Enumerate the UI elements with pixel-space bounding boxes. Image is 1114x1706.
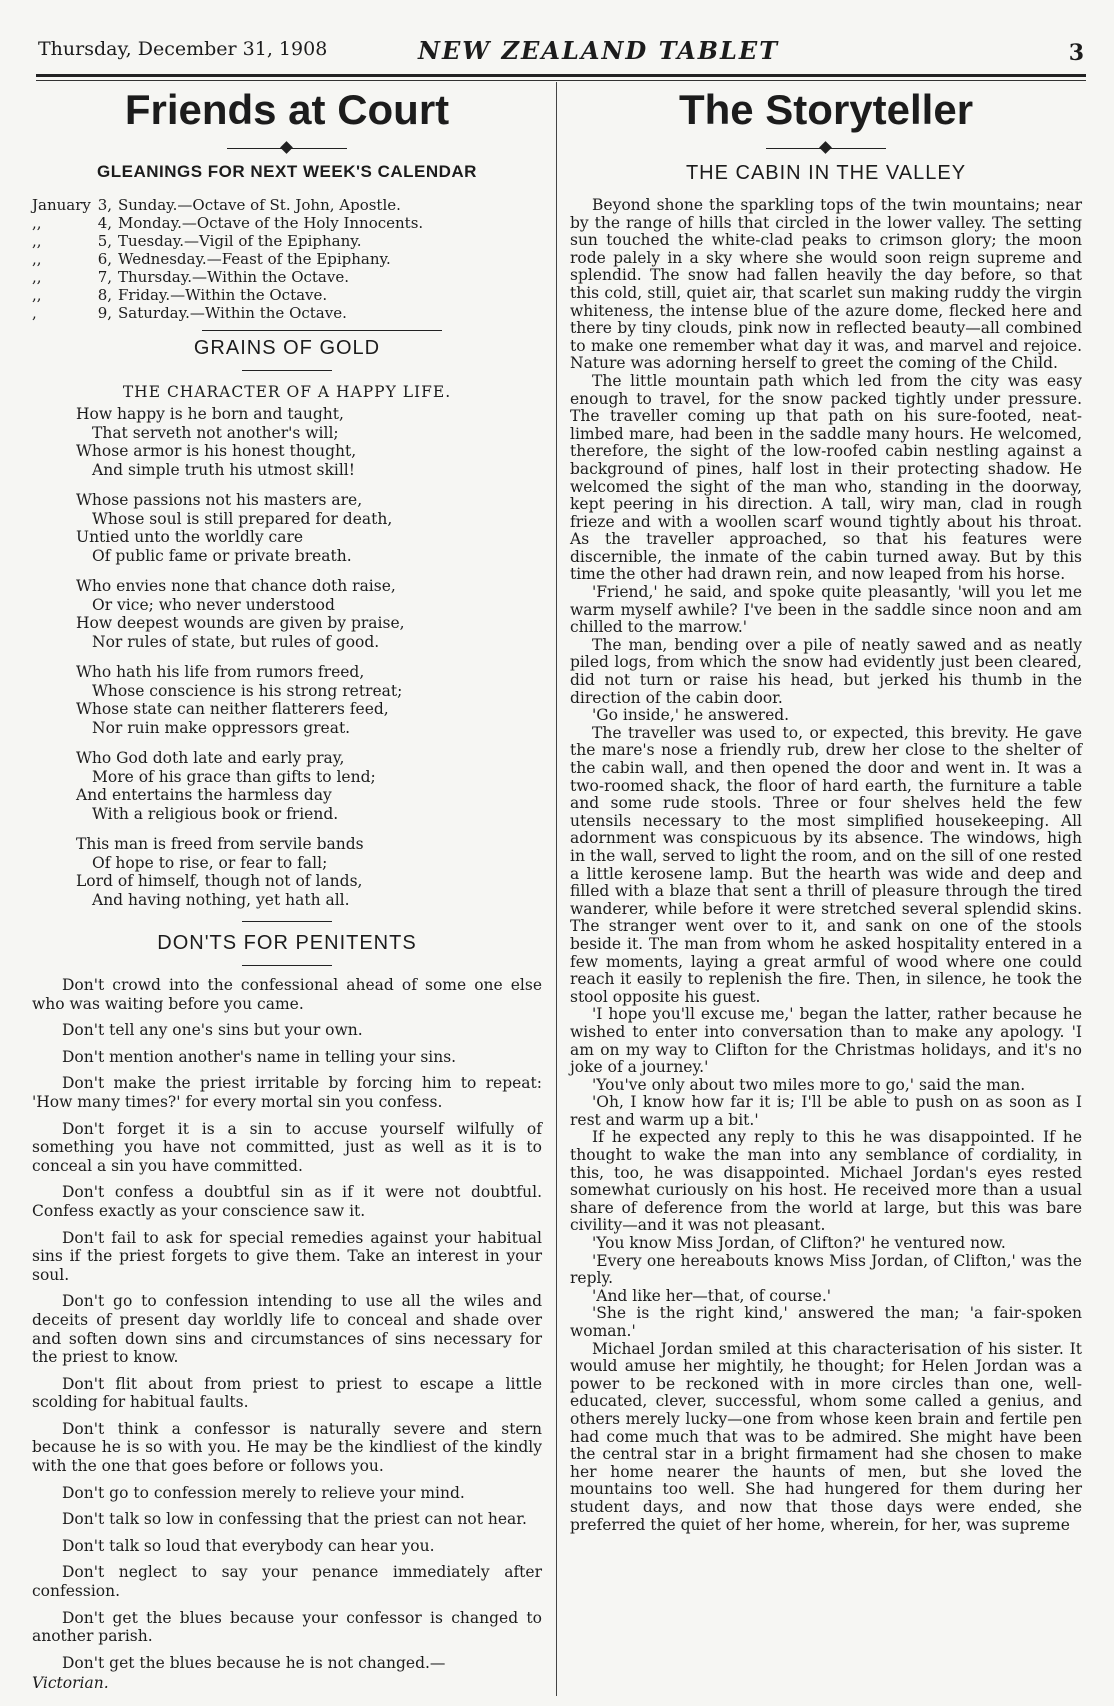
poem-line: Untied unto the worldly care <box>76 528 304 546</box>
calendar-entry: Monday.—Octave of the Holy Innocents. <box>118 214 424 232</box>
calendar-entry: Friday.—Within the Octave. <box>118 286 328 304</box>
poem-line: How happy is he born and taught, <box>76 405 344 423</box>
dont-item: Don't confess a doubtful sin as if it were not doubtful. Confess exactly as your conscience saw it. <box>32 1183 542 1220</box>
calendar-list <box>32 196 542 322</box>
calendar-entry: Tuesday.—Vigil of the Epiphany. <box>118 232 362 250</box>
calendar-day: 8, <box>97 286 112 304</box>
calendar-day: 5, <box>97 232 112 250</box>
issue-date: Thursday, December 31, 1908 <box>38 38 328 60</box>
poem-line: Or vice; who never understood <box>92 595 335 614</box>
story-body <box>570 197 1082 1534</box>
poem <box>32 405 542 909</box>
ornament-divider <box>570 140 1082 158</box>
calendar-entry: Wednesday.—Feast of the Epiphany. <box>118 250 391 268</box>
poem-line: How deepest wounds are given by praise, <box>76 614 405 632</box>
calendar-entry: Thursday.—Within the Octave. <box>118 268 349 286</box>
dont-item: Don't go to confession intending to use all the wiles and deceits of present day worldly life to conceal and shade over and soften down sins and circumstances of sins necessary for the priest to know. <box>32 1292 542 1367</box>
poem-stanza <box>76 835 542 909</box>
donts-list <box>32 976 542 1672</box>
poem-line: And having nothing, yet hath all. <box>92 890 350 909</box>
dont-item: Don't tell any one's sins but your own. <box>62 1021 363 1040</box>
masthead-rule <box>36 80 1086 81</box>
calendar-month: January <box>32 196 91 214</box>
dont-item: Don't get the blues because your confessor is changed to another parish. <box>32 1608 542 1646</box>
calendar-day: 3, <box>97 196 112 214</box>
poem-line: This man is freed from servile bands <box>76 835 364 853</box>
section-rule <box>242 921 332 922</box>
right-column <box>570 82 1082 1534</box>
calendar-month: , <box>32 304 37 322</box>
story-paragraph: 'Oh, I know how far it is; I'll be able to push on as soon as I rest and warm up a bit.' <box>570 1093 1082 1129</box>
poem-line: With a religious book or friend. <box>92 804 339 823</box>
dont-item: Don't talk so low in confessing that the priest can not hear. <box>62 1510 527 1529</box>
story-paragraph: 'Go inside,' he answered. <box>592 706 790 725</box>
poem-line: And entertains the harmless day <box>76 786 332 804</box>
story-paragraph: 'I hope you'll excuse me,' began the latter, rather because he wished to enter into conversation than to make any apology. 'I am on my way to Clifton for the Christmas holidays, and it's no joke of a journey.' <box>570 1005 1082 1077</box>
poem-line: Whose passions not his masters are, <box>76 491 363 509</box>
calendar-row <box>32 268 542 286</box>
poem-line: Who envies none that chance doth raise, <box>76 577 396 595</box>
section-rule <box>242 370 332 371</box>
poem-line: Of public fame or private breath. <box>92 546 352 565</box>
story-paragraph: 'Every one hereabouts knows Miss Jordan, of Clifton,' was the reply. <box>570 1251 1082 1288</box>
dont-item: Don't mention another's name in telling your sins. <box>62 1047 457 1066</box>
donts-heading: DON'TS FOR PENITENTS <box>157 932 417 954</box>
dont-item: Don't crowd into the confessional ahead of some one else who was waiting before you came. <box>32 976 542 1013</box>
calendar-row <box>32 286 542 304</box>
dont-item: Don't go to confession merely to relieve your mind. <box>62 1483 465 1502</box>
story-paragraph: 'She is the right kind,' answered the man; 'a fair-spoken woman.' <box>570 1304 1082 1340</box>
poem-title: THE CHARACTER OF A HAPPY LIFE. <box>122 383 452 401</box>
dont-item: Don't make the priest irritable by forcing him to repeat: 'How many times?' for every mortal sin you confess. <box>32 1074 542 1111</box>
calendar-row <box>32 304 542 322</box>
calendar-entry: Sunday.—Octave of St. John, Apostle. <box>118 196 401 214</box>
story-paragraph: The man, bending over a pile of neatly sawed and as neatly piled logs, from which the snow had evidently just been cleared, did not turn or raise his head, but jerked his thumb in the direction of the cabin door. <box>570 635 1082 707</box>
calendar-month: ,, <box>32 232 42 250</box>
story-paragraph: Beyond shone the sparkling tops of the twin mountains; near by the range of hills that circled in the lower valley. The setting sun touched the white-clad peaks to crimson glory; the moon rode palely in a sky where she would soon reign supreme and splendid. The snow had fallen heavily the day before, so that this cold, still, quiet air, that scarlet sun making ruddy the virgin whiteness, the intense blue of the azure dome, flecked here and there by tiny clouds, pink now in reflected beauty—all combined to make one remember what day it was, and marvel and rejoice. Nature was adorning herself to greet the coming of the Child. <box>570 196 1082 373</box>
poem-stanza <box>76 577 542 651</box>
calendar-day: 6, <box>97 250 112 268</box>
poem-stanza <box>76 663 542 737</box>
poem-line: That serveth not another's will; <box>92 423 339 442</box>
calendar-day: 7, <box>97 268 112 286</box>
page-number: 3 <box>1068 40 1084 66</box>
dont-item: Don't neglect to say your penance immediately after confession. <box>32 1563 542 1601</box>
poem-line: Who hath his life from rumors freed, <box>76 663 365 681</box>
calendar-month: ,, <box>32 286 42 304</box>
column-divider <box>556 82 557 1696</box>
poem-stanza <box>76 491 542 565</box>
story-paragraph: The traveller was used to, or expected, this brevity. He gave the mare's nose a friendly rub, drew her close to the shelter of the cabin wall, and then opened the door and went in. It was a two-roomed shack, the floor of hard earth, the furniture a table and some rude stools. Three or four shelves held the few utensils necessary to the most simplified housekeeping. All adornment was conspicuous by its absence. The windows, high in the wall, served to light the room, and on the sill of one rested a little kerosene lamp. But the hearth was wide and deep and filled with a blaze that sent a thrill of pleasure through the tired wanderer, while before it were stretched several splendid skins. The stranger went over to it, and sank on one of the stools beside it. The man from whom he asked hospitality entered in a few moments, laying a great armful of wood where one could reach it easily to replenish the fire. Then, in silence, he took the stool opposite his guest. <box>570 723 1082 1006</box>
calendar-row <box>32 232 542 250</box>
section-rule <box>202 330 442 331</box>
masthead <box>36 34 1086 77</box>
story-paragraph: 'You've only about two miles more to go,' said the man. <box>592 1075 1026 1094</box>
story-paragraph: 'And like her—that, of course.' <box>592 1286 832 1305</box>
section-title-friends-at-court: Friends at Court <box>124 86 450 133</box>
calendar-month: ,, <box>32 214 42 232</box>
story-paragraph: Michael Jordan smiled at this characterisation of his sister. It would amuse her mightily, he thought; for Helen Jordan was a power to be reckoned with in more circles than one, well-educated, clever, successful, whom some called a genius, and others merely lucky—one from whose keen brain and fertile pen had come much that was to be admired. She might have been the central star in a bright firmament had she chosen to make her home nearer the haunts of men, but she loved the mountains too well. She had hungered for them during her student days, and now that those days were ended, she preferred the quiet of her home, wherein, for her, was supreme <box>570 1339 1082 1534</box>
dont-item: Don't get the blues because he is not changed.— <box>62 1653 446 1672</box>
dont-item: Don't forget it is a sin to accuse yourself wilfully of something you have not committed, just as well as it is to conceal a sin you have committed. <box>32 1119 542 1175</box>
ornament-divider <box>32 140 542 158</box>
poem-line: Lord of himself, though not of lands, <box>76 872 363 890</box>
poem-stanza <box>76 749 542 823</box>
signature: Victorian. <box>32 1674 109 1693</box>
story-paragraph: If he expected any reply to this he was disappointed. If he thought to wake the man into any semblance of cordiality, in this, too, he was disappointed. Michael Jordan's eyes rested somewhat curiously on his host. He received more than a usual share of deference from the world at large, but this was bare civility—and it was not pleasant. <box>570 1128 1082 1235</box>
dont-item: Don't fail to ask for special remedies against your habitual sins if the priest forgets to give them. Take an interest in your soul. <box>32 1228 542 1284</box>
poem-line: More of his grace than gifts to lend; <box>92 767 376 786</box>
left-column <box>32 82 542 1692</box>
calendar-day: 4, <box>97 214 112 232</box>
story-paragraph: The little mountain path which led from the city was easy enough to travel, for the snow packed tightly under pressure. The traveller coming up that path on his sure-footed, neat-limbed mare, had been in the saddle many hours. He welcomed, therefore, the sight of the low-roofed cabin nestling against a background of pines, half lost in their protecting shadow. He welcomed the sight of the man who, standing in the doorway, kept peering in his direction. A tall, wiry man, clad in rough frieze and with a woollen scarf wound tightly about his throat. As the traveller approached, so that his features were discernible, the inmate of the cabin turned away. But by this time the other had drawn rein, and now leaped from his horse. <box>570 371 1082 584</box>
calendar-month: ,, <box>32 268 42 286</box>
poem-line: Whose armor is his honest thought, <box>76 442 357 460</box>
poem-line: Whose soul is still prepared for death, <box>92 509 393 528</box>
newspaper-name: NEW ZEALAND TABLET <box>418 36 780 65</box>
poem-line: Who God doth late and early pray, <box>76 749 345 767</box>
poem-line: And simple truth his utmost skill! <box>92 460 355 479</box>
calendar-heading: GLEANINGS FOR NEXT WEEK'S CALENDAR <box>97 162 477 181</box>
dont-item: Don't flit about from priest to priest to escape a little scolding for habitual faults. <box>32 1374 542 1412</box>
story-paragraph: 'You know Miss Jordan, of Clifton?' he ventured now. <box>592 1234 1006 1253</box>
section-title-storyteller: The Storyteller <box>678 86 974 133</box>
calendar-entry: Saturday.—Within the Octave. <box>118 304 347 322</box>
calendar-month: ,, <box>32 250 42 268</box>
calendar-row <box>32 196 542 214</box>
calendar-row <box>32 214 542 232</box>
dont-item: Don't think a confessor is naturally severe and stern because he is so with you. He may be the kindliest of the kindly with the one that goes before or follows you. <box>32 1419 542 1476</box>
poem-line: Whose state can neither flatterers feed, <box>76 700 389 718</box>
calendar-day: 9, <box>97 304 112 322</box>
section-rule <box>242 965 332 966</box>
poem-line: Of hope to rise, or fear to fall; <box>92 853 328 872</box>
grains-of-gold-heading: GRAINS OF GOLD <box>193 337 381 359</box>
poem-line: Nor rules of state, but rules of good. <box>92 632 380 651</box>
poem-line: Nor ruin make oppressors great. <box>92 718 351 737</box>
story-heading: THE CABIN IN THE VALLEY <box>685 162 967 184</box>
dont-item: Don't talk so loud that everybody can hear you. <box>62 1536 435 1555</box>
calendar-row <box>32 250 542 268</box>
poem-stanza <box>76 405 542 479</box>
story-paragraph: 'Friend,' he said, and spoke quite pleasantly, 'will you let me warm myself awhile? I've been in the saddle since noon and am chilled to the marrow.' <box>570 583 1082 637</box>
poem-line: Whose conscience is his strong retreat; <box>92 681 403 700</box>
